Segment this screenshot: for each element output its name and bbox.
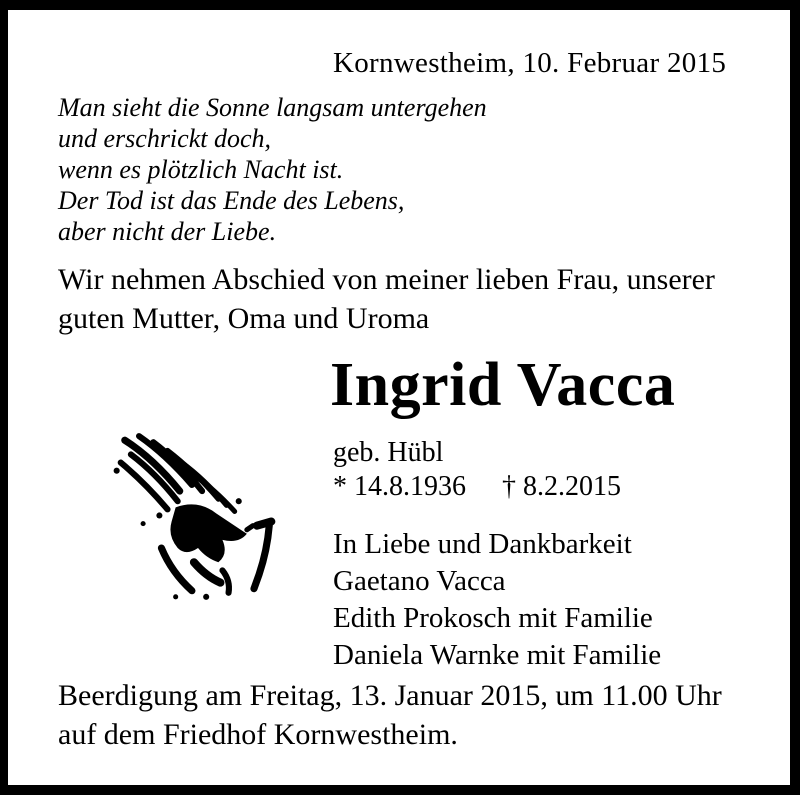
intro-line: Wir nehmen Abschied von meiner lieben Frau, unserer [58,263,715,296]
death-date: † 8.2.2015 [502,471,621,502]
poem-line: wenn es plötzlich Nacht ist. [58,155,344,184]
praying-hands-icon [108,428,284,606]
funeral-line: Beerdigung am Freitag, 13. Januar 2015, um 11.00 Uhr [58,679,722,712]
poem-line: Man sieht die Sonne langsam untergehen [58,93,487,122]
mourners-heading: In Liebe und Dankbarkeit [333,528,632,560]
intro-text [58,260,715,338]
funeral-info [58,676,722,754]
poem-line: Der Tod ist das Ende des Lebens, [58,186,405,215]
poem-line: aber nicht der Liebe. [58,217,277,246]
poem [58,92,487,247]
birth-date: * 14.8.1936 [333,471,466,502]
maiden-name: geb. Hübl [333,437,444,468]
life-dates [333,469,661,504]
mourner-name: Edith Prokosch mit Familie [333,602,653,634]
mourners-list [333,526,661,674]
funeral-line: auf dem Friedhof Kornwestheim. [58,718,458,751]
poem-line: und erschrickt doch, [58,124,272,153]
mourner-name: Gaetano Vacca [333,565,506,597]
deceased-name: Ingrid Vacca [330,351,676,419]
intro-line: guten Mutter, Oma und Uroma [58,302,430,335]
dateline: Kornwestheim, 10. Februar 2015 [333,47,727,79]
mourner-name: Daniela Warnke mit Familie [333,639,662,671]
deceased-details [333,437,661,674]
